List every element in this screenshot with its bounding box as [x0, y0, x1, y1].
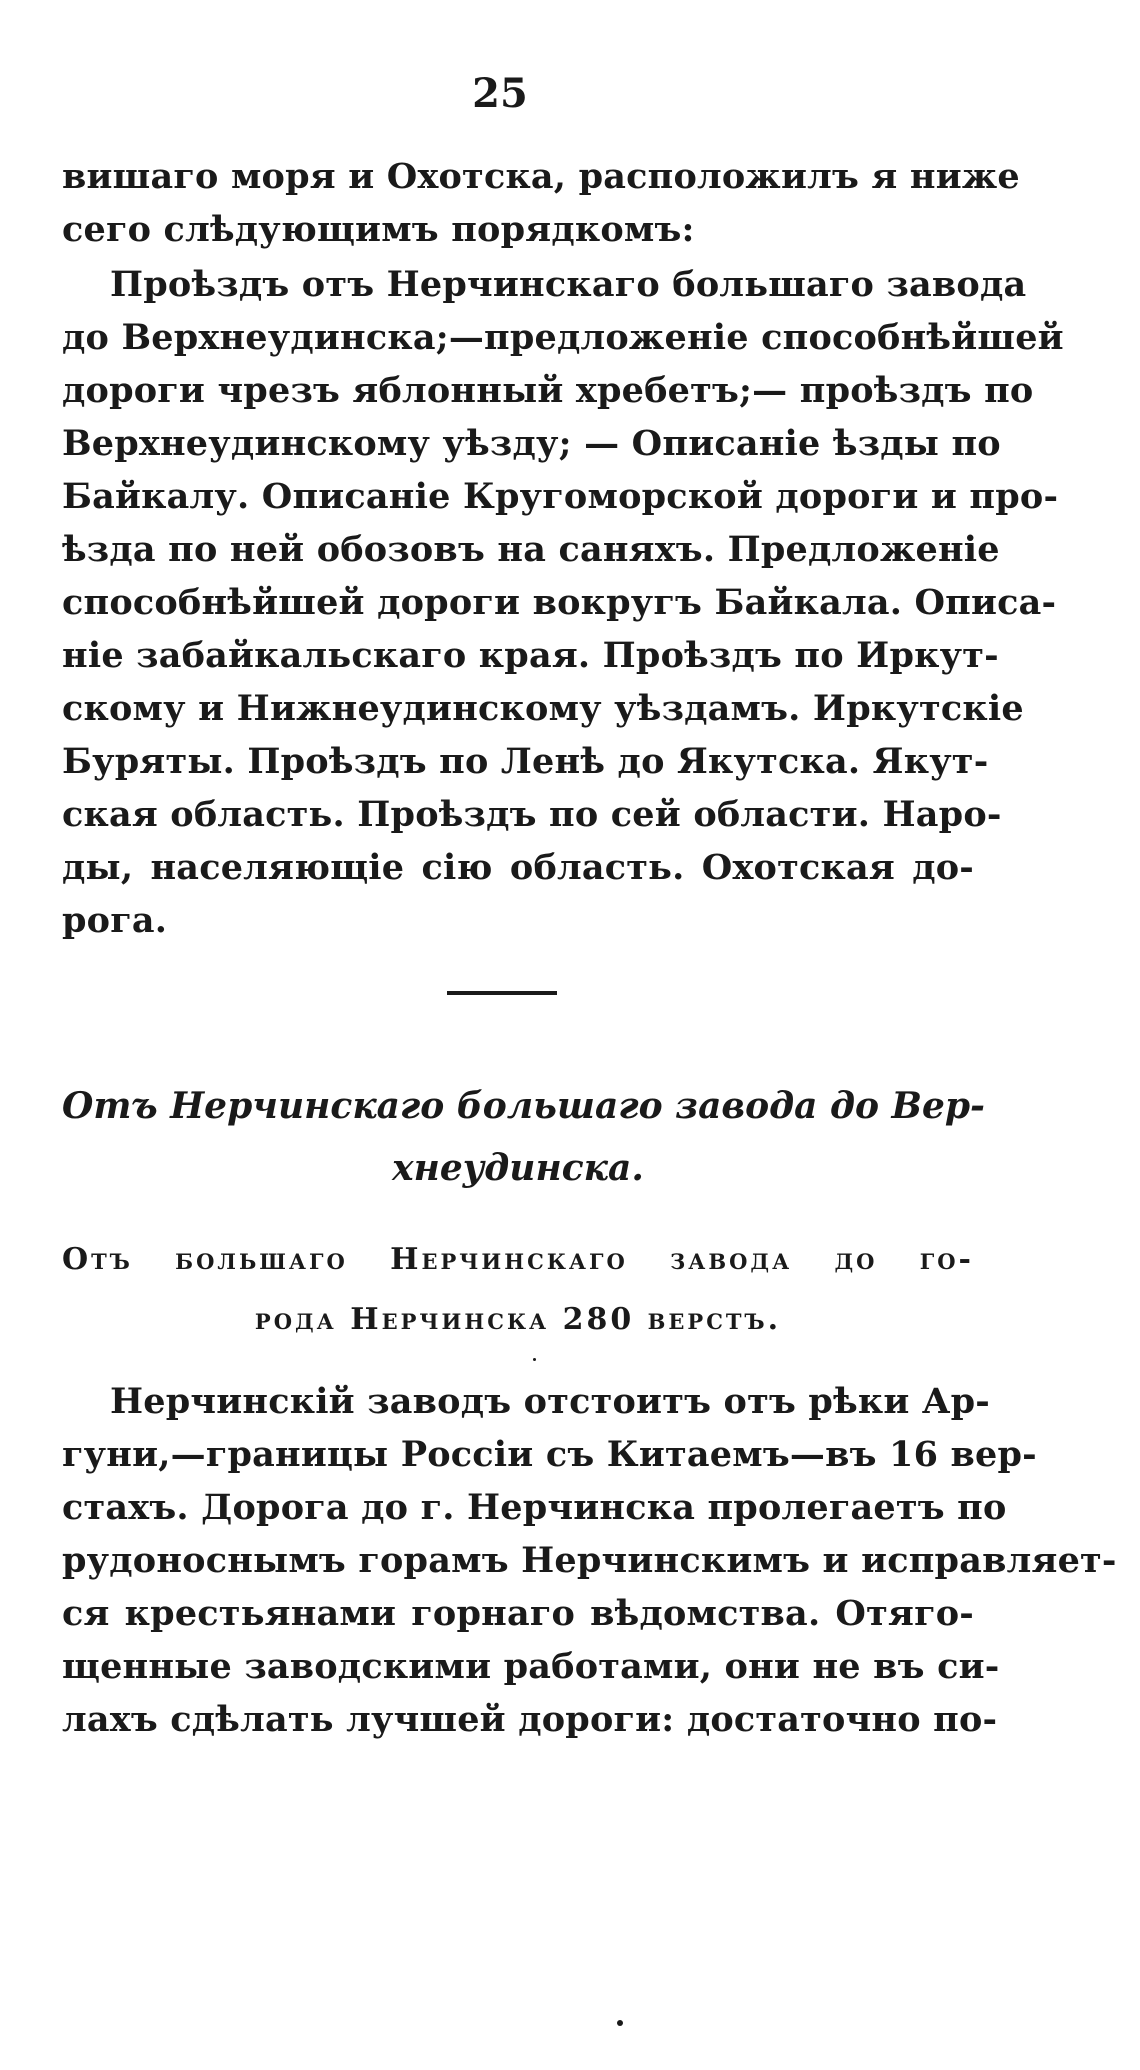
contents-line: Буряты. Проѣздъ по Ленѣ до Якутска. Якут-: [62, 741, 989, 782]
body-line: рудоноснымъ горамъ Нерчинскимъ и исправляет-: [62, 1540, 1117, 1581]
body-line: лахъ сдѣлать лучшей дороги: достаточно по-: [62, 1699, 998, 1740]
contents-line: дороги чрезъ яблонный хребетъ;— проѣздъ по: [62, 370, 1034, 411]
contents-line: способнѣйшей дороги вокругъ Байкала. Описа-: [62, 582, 1057, 623]
section-heading-line: Отъ Нерчинскаго большаго завода до Вер-: [62, 1085, 985, 1127]
contents-line: Проѣздъ отъ Нерчинскаго большаго завода: [110, 264, 1027, 305]
section-divider: [447, 991, 557, 995]
contents-paragraph: [62, 258, 1064, 947]
contents-line: до Верхнеудинска;—предложеніе способнѣйшей: [62, 317, 1064, 358]
intro-line: вишаго моря и Охотска, расположилъ я ниже: [62, 156, 1020, 197]
subsection-heading: [62, 1230, 974, 1350]
contents-line: рога.: [62, 900, 168, 941]
section-heading-line: хнеудинска.: [392, 1147, 644, 1189]
body-paragraph: [62, 1375, 1117, 1746]
page-speck: [533, 1358, 536, 1361]
contents-line: ніе забайкальскаго края. Проѣздъ по Иркут-: [62, 635, 999, 676]
body-line: стахъ. Дорога до г. Нерчинска пролегаетъ по: [62, 1487, 1007, 1528]
intro-paragraph: [62, 150, 1020, 256]
intro-line: сего слѣдующимъ порядкомъ:: [62, 209, 695, 250]
contents-line: ская область. Проѣздъ по сей области. Наро-: [62, 794, 1002, 835]
contents-line: ѣзда по ней обозовъ на саняхъ. Предложеніе: [62, 529, 1000, 570]
body-line: щенные заводскими работами, они не въ си-: [62, 1646, 1000, 1687]
subsection-heading-line: Отъ большаго Нерчинскаго завода до го-: [62, 1242, 974, 1277]
section-heading: [62, 1075, 985, 1199]
body-line: ся крестьянами горнаго вѣдомства. Отяго-: [62, 1593, 974, 1634]
subsection-heading-line: рода Нерчинска 280 верстъ.: [254, 1302, 782, 1337]
body-line: гуни,—границы Россіи съ Китаемъ—въ 16 вер-: [62, 1434, 1037, 1475]
contents-line: Верхнеудинскому уѣзду; — Описаніе ѣзды по: [62, 423, 1001, 464]
body-line: Нерчинскій заводъ отстоитъ отъ рѣки Ар-: [110, 1381, 990, 1422]
contents-line: ды, населяющіе сію область. Охотская до-: [62, 847, 974, 888]
contents-line: скому и Нижнеудинскому уѣздамъ. Иркутскіе: [62, 688, 1024, 729]
page-number: 25: [472, 70, 528, 117]
contents-line: Байкалу. Описаніе Кругоморской дороги и про-: [62, 476, 1059, 517]
page-speck: [617, 2020, 623, 2026]
